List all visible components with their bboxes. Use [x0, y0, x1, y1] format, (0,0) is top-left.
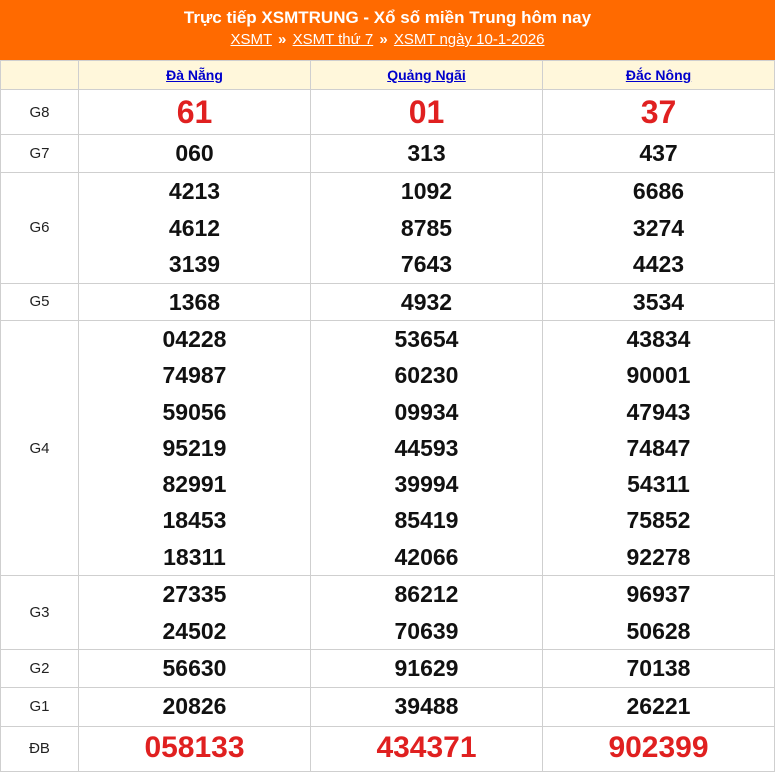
- result-number: 313: [407, 140, 446, 167]
- result-number: 4932: [400, 288, 453, 315]
- result-number: 058133: [144, 731, 245, 765]
- result-number: 437: [639, 140, 678, 167]
- result-number: 91629: [394, 655, 459, 682]
- province-header-row: [1, 61, 775, 90]
- result-cell: [311, 321, 543, 576]
- result-number: 3139: [168, 251, 221, 277]
- province-header: [543, 61, 775, 90]
- prize-label: G7: [1, 135, 79, 173]
- result-number: 86212: [394, 581, 459, 608]
- result-number: 70639: [394, 617, 459, 644]
- prize-row: [1, 173, 775, 284]
- result-cell: [543, 283, 775, 321]
- result-number: 60230: [394, 362, 459, 389]
- result-cell: [79, 173, 311, 284]
- result-number: 3274: [632, 214, 685, 241]
- result-number: 75852: [626, 507, 691, 534]
- result-number: 01: [408, 93, 445, 130]
- prize-row: [1, 90, 775, 135]
- result-cell: [543, 90, 775, 135]
- result-number: 53654: [394, 326, 459, 352]
- result-cell: [311, 90, 543, 135]
- result-number: 92278: [626, 543, 691, 570]
- province-link-dac-nong[interactable]: Đắc Nông: [625, 67, 692, 83]
- result-cell: [79, 726, 311, 771]
- result-number: 060: [175, 140, 214, 167]
- breadcrumb-xsmt-saturday[interactable]: XSMT thứ 7: [292, 31, 374, 48]
- header-corner: [1, 61, 79, 90]
- result-number: 43834: [626, 326, 691, 352]
- province-header: [311, 61, 543, 90]
- prize-label: G1: [1, 687, 79, 726]
- result-number: 26221: [626, 693, 691, 720]
- result-cell: [79, 650, 311, 688]
- result-cell: [79, 687, 311, 726]
- result-cell: [79, 135, 311, 173]
- prize-label: G2: [1, 650, 79, 688]
- breadcrumb: [0, 30, 775, 50]
- prize-row: [1, 687, 775, 726]
- result-number: 61: [176, 93, 213, 130]
- result-cell: [311, 173, 543, 284]
- result-number: 37: [640, 93, 677, 130]
- result-cell: [543, 687, 775, 726]
- result-cell: [311, 135, 543, 173]
- result-number: 6686: [632, 178, 685, 204]
- prize-row: [1, 321, 775, 576]
- result-number: 1368: [168, 288, 221, 315]
- breadcrumb-separator: »: [379, 31, 388, 48]
- result-number: 20826: [162, 693, 227, 720]
- result-cell: [311, 687, 543, 726]
- result-cell: [543, 576, 775, 650]
- results-banner: [0, 0, 775, 60]
- result-cell: [79, 321, 311, 576]
- breadcrumb-separator: »: [278, 31, 287, 48]
- result-number: 74847: [626, 434, 691, 461]
- result-number: 85419: [394, 507, 459, 534]
- result-number: 4612: [168, 214, 221, 241]
- prize-row: [1, 576, 775, 650]
- result-cell: [543, 135, 775, 173]
- prize-label: G8: [1, 90, 79, 135]
- prize-row: [1, 283, 775, 321]
- result-number: 24502: [162, 617, 227, 644]
- result-number: 18311: [163, 543, 226, 570]
- result-number: 95219: [162, 434, 227, 461]
- prize-row: [1, 726, 775, 771]
- result-number: 56630: [162, 655, 227, 682]
- result-cell: [311, 650, 543, 688]
- result-number: 59056: [162, 398, 227, 425]
- result-number: 39994: [394, 471, 459, 498]
- result-number: 04228: [162, 326, 227, 352]
- result-number: 18453: [162, 507, 227, 534]
- result-cell: [543, 173, 775, 284]
- result-number: 27335: [162, 581, 227, 608]
- result-number: 74987: [162, 362, 227, 389]
- result-cell: [543, 726, 775, 771]
- province-link-da-nang[interactable]: Đà Nẵng: [166, 67, 223, 83]
- breadcrumb-xsmt-date[interactable]: XSMT ngày 10-1-2026: [393, 31, 545, 48]
- prize-row: [1, 135, 775, 173]
- result-number: 4423: [632, 251, 685, 277]
- result-number: 90001: [626, 362, 691, 389]
- breadcrumb-xsmt[interactable]: XSMT: [230, 31, 272, 48]
- result-number: 8785: [400, 214, 453, 241]
- result-number: 82991: [162, 471, 227, 498]
- result-number: 70138: [626, 655, 691, 682]
- result-cell: [543, 321, 775, 576]
- result-number: 47943: [626, 398, 691, 425]
- prize-label: G4: [1, 321, 79, 576]
- result-number: 96937: [626, 581, 691, 608]
- result-number: 7643: [400, 251, 453, 277]
- result-number: 3534: [632, 288, 685, 315]
- result-cell: [543, 650, 775, 688]
- prize-label: G3: [1, 576, 79, 650]
- result-cell: [311, 283, 543, 321]
- result-number: 1092: [400, 178, 453, 204]
- result-cell: [79, 283, 311, 321]
- result-number: 902399: [608, 731, 709, 765]
- results-table: [0, 60, 775, 772]
- prize-label: G6: [1, 173, 79, 284]
- result-number: 44593: [394, 434, 459, 461]
- page-title: Trực tiếp XSMTRUNG - Xổ số miền Trung hôm nay: [183, 8, 592, 27]
- result-number: 54311: [627, 471, 690, 498]
- result-cell: [311, 726, 543, 771]
- result-number: 09934: [394, 398, 459, 425]
- result-cell: [79, 90, 311, 135]
- result-cell: [79, 576, 311, 650]
- result-number: 434371: [376, 731, 477, 765]
- prize-label: ĐB: [1, 726, 79, 771]
- prize-row: [1, 650, 775, 688]
- province-link-quang-ngai[interactable]: Quảng Ngãi: [387, 67, 466, 83]
- province-header: [79, 61, 311, 90]
- result-number: 50628: [626, 617, 691, 644]
- result-cell: [311, 576, 543, 650]
- prize-label: G5: [1, 283, 79, 321]
- result-number: 39488: [394, 693, 459, 720]
- result-number: 4213: [168, 178, 221, 204]
- result-number: 42066: [394, 543, 459, 570]
